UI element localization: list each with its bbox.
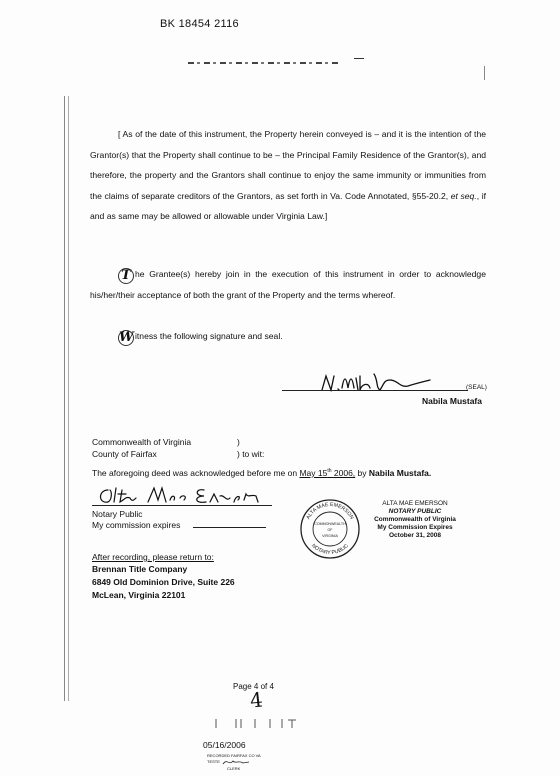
grantor-name: Nabila Mustafa	[422, 396, 482, 406]
recording-line-2: TESTE	[207, 758, 261, 766]
stamp-date: October 31, 2008	[388, 532, 442, 539]
margin-mark-right	[484, 66, 485, 80]
venue-county-paren: ) to wit:	[237, 449, 265, 459]
handwritten-page-number: 4	[248, 687, 264, 713]
stamp-state: Commonwealth of Virginia	[374, 516, 456, 523]
svg-text:NOTARY PUBLIC: NOTARY PUBLIC	[310, 542, 350, 557]
acknowledgment-date: May 15th 2006,	[299, 468, 356, 478]
notary-stamp-text	[360, 500, 470, 540]
witness-drop-cap: W	[119, 330, 134, 345]
grantee-paragraph	[90, 264, 486, 305]
clerk-signature	[221, 758, 251, 766]
scan-artifact-line	[188, 62, 338, 64]
witness-text: itness the following signature and seal.	[135, 331, 283, 341]
signature-line	[282, 390, 468, 391]
notary-signature-line	[92, 505, 272, 506]
recording-line-3: CLERK	[227, 766, 241, 771]
scan-artifact-ticks	[208, 719, 308, 729]
venue-state: Commonwealth of Virginia	[92, 437, 192, 447]
return-city: McLean, Virginia 22101	[92, 590, 186, 600]
margin-line-outer	[64, 96, 65, 701]
homestead-paragraph	[90, 124, 486, 227]
page-number: Page 4 of 4	[233, 682, 274, 691]
acknowledgment-start: The aforegoing deed was acknowledged before me on	[92, 468, 298, 478]
notary-title: Notary Public	[92, 509, 143, 519]
stamp-title: NOTARY PUBLIC	[388, 508, 442, 515]
recorded-date: 05/16/2006	[203, 740, 246, 750]
svg-text:COMMONWEALTH: COMMONWEALTH	[314, 522, 346, 526]
grantor-signature	[318, 370, 438, 396]
stamp-name: ALTA MAE EMERSON	[382, 500, 448, 507]
svg-text:OF: OF	[327, 528, 333, 532]
acknowledgment-by: by	[357, 468, 367, 478]
venue-state-paren: )	[237, 437, 240, 447]
grantee-drop-cap: T	[118, 268, 134, 284]
grantee-text: he Grantee(s) hereby join in the execution of this instrument in order to acknowledge his/her/their acceptance of both the grant of the Property and the terms whereof.	[90, 269, 486, 300]
seal-label: (SEAL)	[466, 384, 487, 391]
recording-line-1: RECORDED FAIRFAX CO VA	[207, 753, 261, 758]
commission-label: My commission expires	[92, 520, 181, 530]
notary-seal-stamp	[299, 498, 361, 560]
book-page-number: BK 18454 2116	[160, 18, 239, 30]
venue-county: County of Fairfax	[92, 449, 157, 459]
homestead-italic: et seq.	[450, 190, 477, 201]
svg-text:ALTA MAE EMERSON: ALTA MAE EMERSON	[305, 501, 355, 521]
witness-paragraph	[90, 326, 486, 347]
scan-artifact-tick	[354, 58, 364, 59]
recording-stamp	[207, 753, 261, 771]
stamp-expires: My Commission Expires	[377, 524, 453, 531]
homestead-text: [ As of the date of this instrument, the Property herein conveyed is – and it is the intention of the Grantor(s) that the Property shall continue to be – the Principal Family Residence of the Grantor(s), and therefore, the property and the Grantors shall continue to enjoy the same immunity or immunities from the claims of separate creditors of the Grantors, as set forth in Va. Code Annotated, §55-20.2,	[90, 129, 486, 201]
return-company: Brennan Title Company	[92, 564, 188, 574]
svg-text:VIRGINIA: VIRGINIA	[322, 534, 338, 538]
return-label: After recording, please return to:	[92, 552, 214, 562]
commission-line	[193, 527, 266, 528]
acknowledgment-name: Nabila Mustafa.	[368, 468, 432, 478]
margin-line-inner	[68, 96, 69, 701]
acknowledgment-sentence	[92, 468, 431, 478]
return-street: 6849 Old Dominion Drive, Suite 226	[92, 577, 235, 587]
homestead-end: , if and as same may be allowed or allowable under Virginia Law.]	[90, 190, 486, 221]
